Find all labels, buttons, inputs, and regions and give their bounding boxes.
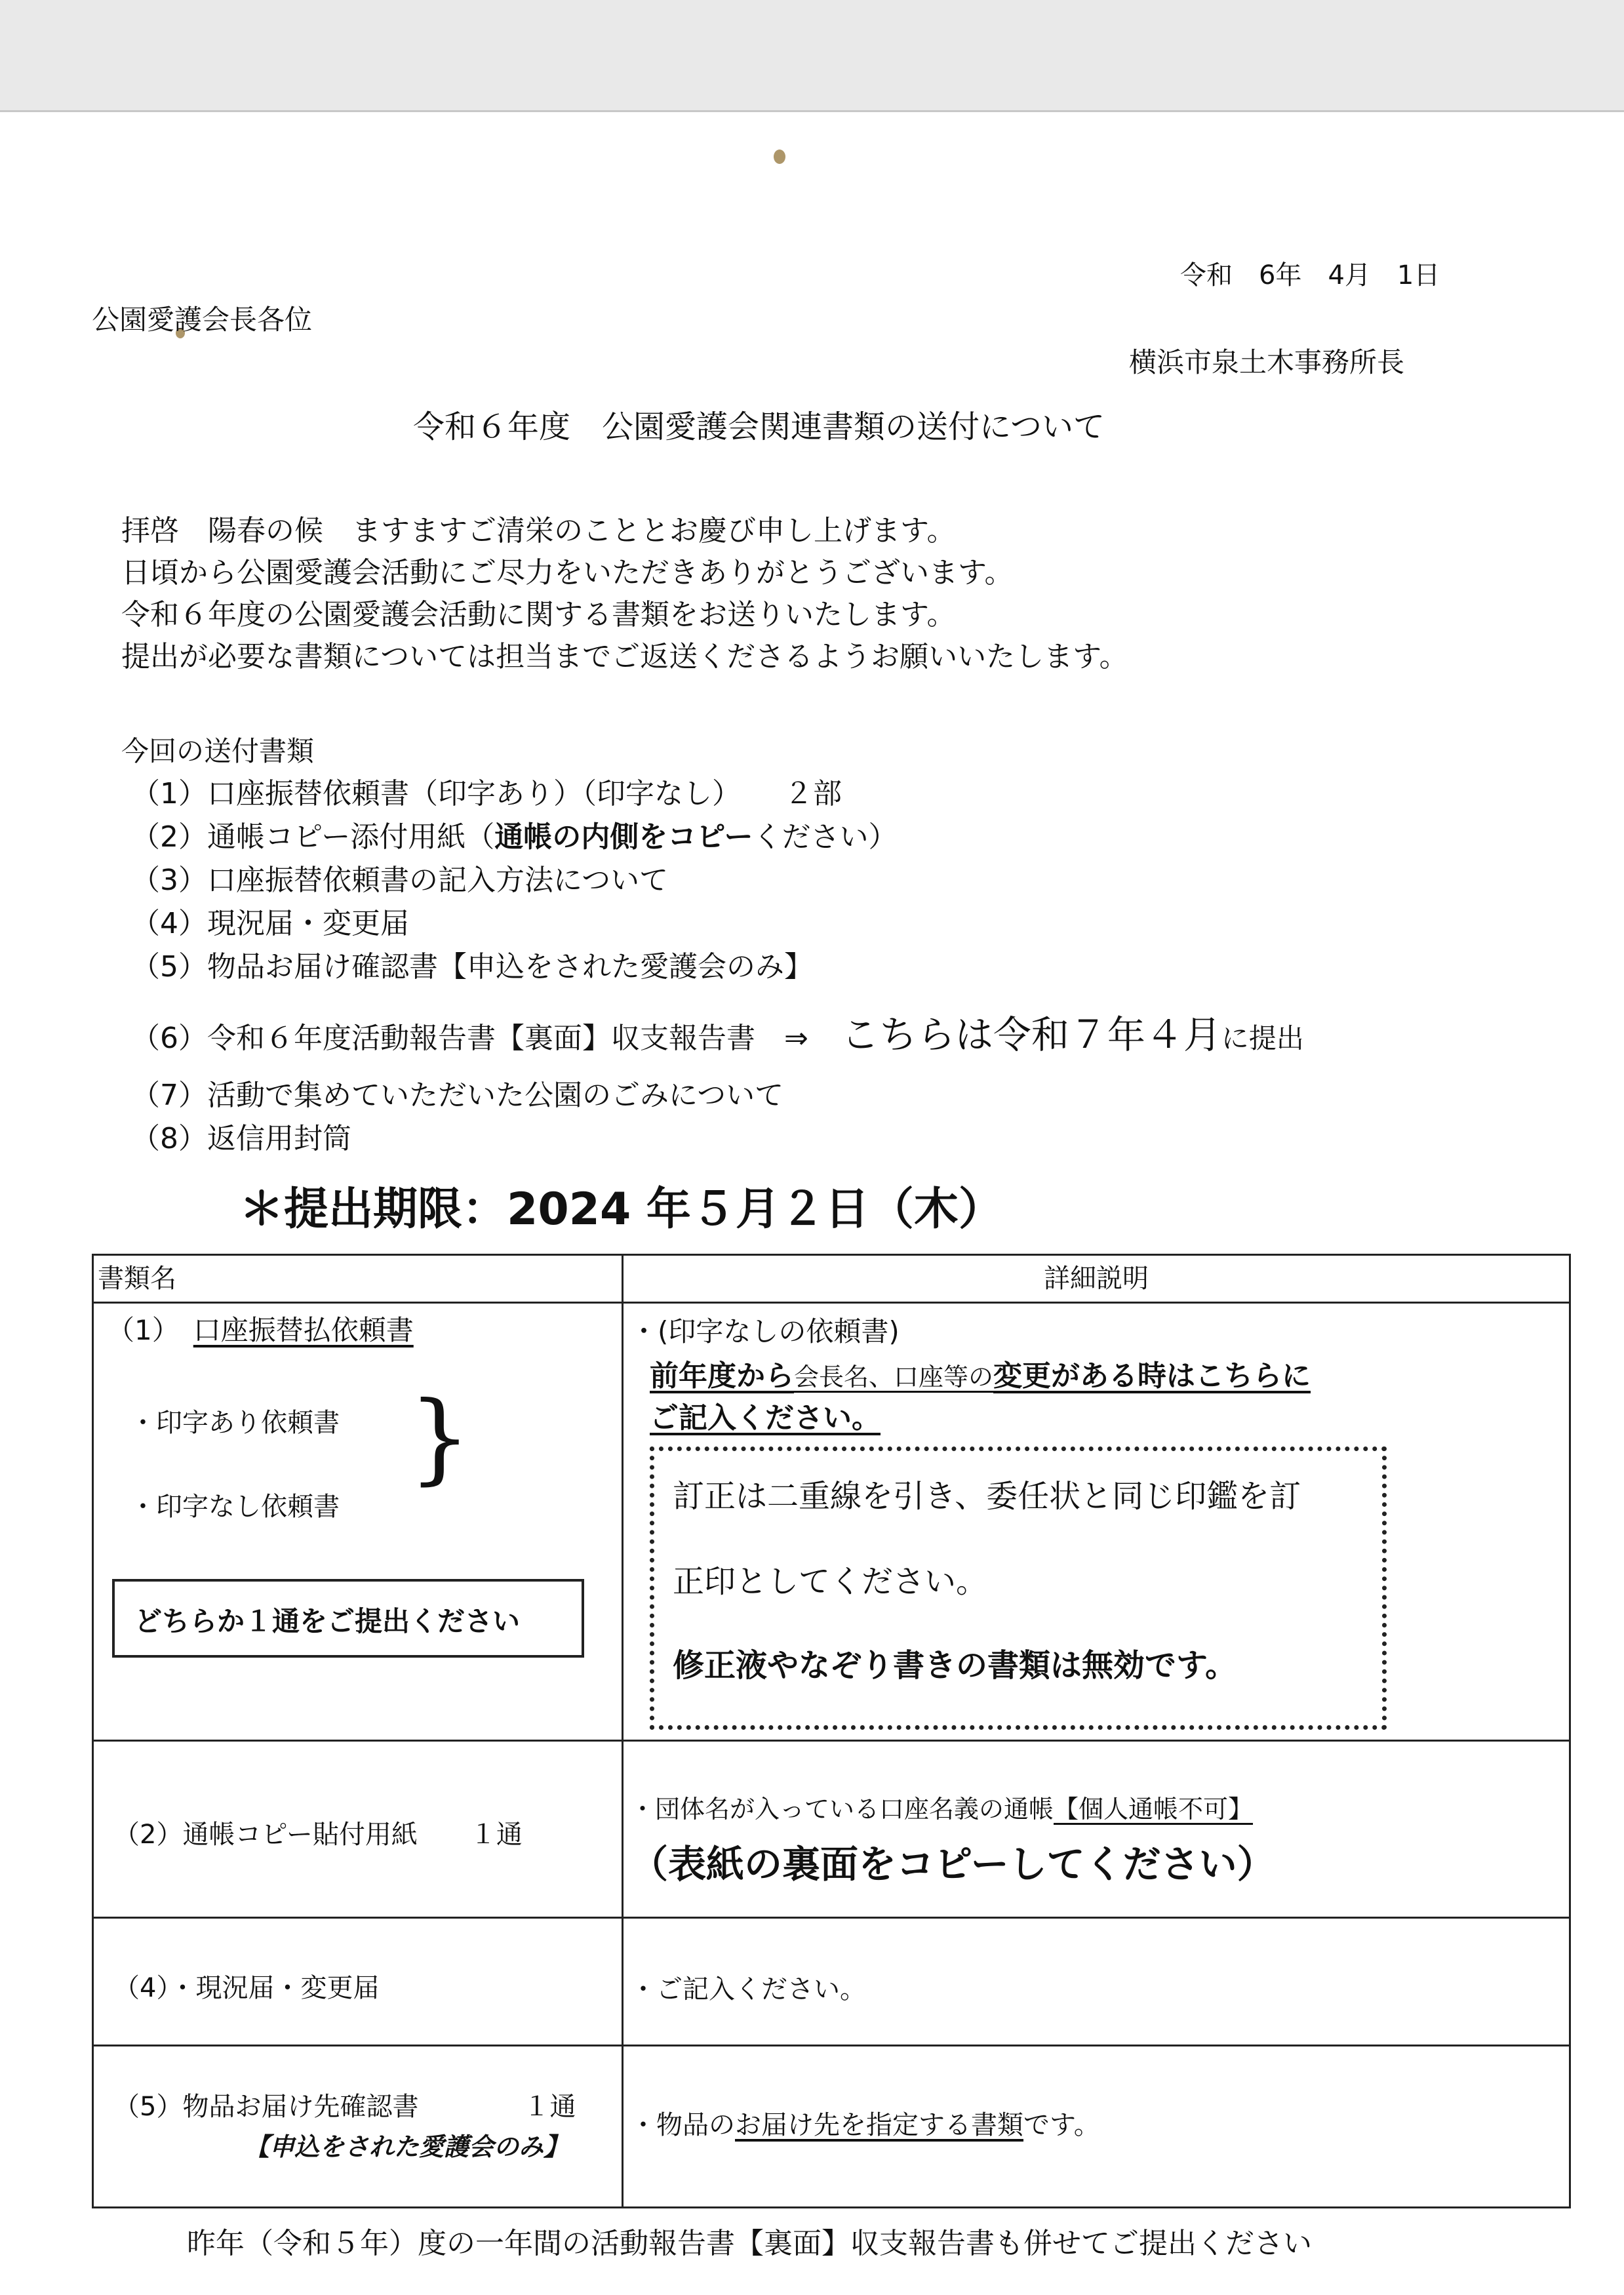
- choose-one-note: どちらか１通をご提出ください: [134, 1605, 521, 1637]
- correction-line: 訂正は二重線を引き、委任状と同じ印鑑を訂: [673, 1478, 1301, 1515]
- table-row: [93, 1303, 1570, 1741]
- row2-detail-cell: [623, 1741, 1570, 1918]
- table-row: [93, 2046, 1570, 2208]
- greeting-body: [121, 510, 1128, 678]
- column-header-detail: 詳細説明: [623, 1255, 1570, 1303]
- correction-line: 修正液やなぞり書きの書類は無効です。: [673, 1647, 1237, 1684]
- row2-name-cell: [93, 1741, 623, 1918]
- correction-note-box: [650, 1447, 1387, 1730]
- row1-title: （1） 口座振替払依頼書: [107, 1314, 414, 1346]
- row5-name-cell: [93, 2046, 623, 2208]
- body-line: 提出が必要な書類については担当までご返送くださるようお願いいたします。: [121, 640, 1128, 673]
- row5-detail-cell: [623, 2046, 1570, 2208]
- enclosure-list-tail: [131, 1074, 783, 1161]
- column-header-name: 書類名: [93, 1255, 623, 1303]
- list-item-6: （6）令和６年度活動報告書【裏面】収支報告書 ⇒ こちらは令和７年４月に提出: [131, 1012, 1304, 1057]
- date: 令和 6年 4月 1日: [1180, 260, 1440, 290]
- page-title: 令和６年度 公園愛護会関連書類の送付について: [413, 409, 1105, 445]
- footer-note: 昨年（令和５年）度の一年間の活動報告書【裏面】収支報告書も併せてご提出ください: [187, 2227, 1312, 2260]
- row2-detail-big: （表紙の裏面をコピーしてください）: [630, 1842, 1275, 1886]
- row2-title: （2）通帳コピー貼付用紙 １通: [113, 1820, 523, 1850]
- correction-line: 正印としてください。: [673, 1563, 988, 1600]
- paper-edge: [0, 110, 1624, 121]
- table-row: [93, 1918, 1570, 2046]
- row1-name-cell: [93, 1303, 623, 1741]
- row1-sub-blank: ・印字なし依頼書: [130, 1492, 340, 1522]
- stain-mark: [774, 150, 785, 164]
- list-item: （4）現況届・変更届: [131, 907, 409, 940]
- row1-detail-cell: [623, 1303, 1570, 1741]
- choose-one-box: [112, 1579, 584, 1658]
- list-item: （1）口座振替依頼書（印字あり）（印字なし） ２部: [131, 777, 842, 810]
- table-row: [93, 1741, 1570, 1918]
- sender: 横浜市泉土木事務所長: [1129, 346, 1405, 378]
- list-item: （5）物品お届け確認書【申込をされた愛護会のみ】: [131, 950, 813, 984]
- addressee: 公園愛護会長各位: [92, 304, 313, 336]
- list-item: （2）通帳コピー添付用紙（通帳の内側をコピーください）: [131, 820, 898, 854]
- row2-detail: ・団体名が入っている口座名義の通帳【個人通帳不可】: [630, 1795, 1254, 1824]
- scan-background: [0, 0, 1624, 115]
- row4-title: （4）・現況届・変更届: [113, 1973, 380, 2003]
- row1-sub-printed: ・印字あり依頼書: [130, 1408, 340, 1438]
- row1-detail-line1: 前年度から会長名、口座等の変更がある時はこちらに: [650, 1359, 1311, 1393]
- row5-detail: ・物品のお届け先を指定する書類です。: [630, 2110, 1100, 2140]
- deadline: ＊提出期限：2024 年５月２日（木）: [239, 1184, 1003, 1235]
- body-line: 令和６年度の公園愛護会活動に関する書類をお送りいたします。: [121, 598, 956, 631]
- row1-detail-label: ・(印字なしの依頼書): [630, 1315, 900, 1347]
- row4-detail-cell: [623, 1918, 1570, 2046]
- enclosure-list: [131, 772, 897, 989]
- row5-note: 【申込をされた愛護会のみ】: [245, 2132, 569, 2161]
- documents-table: [92, 1254, 1571, 2208]
- list-item: （7）活動で集めていただいた公園のごみについて: [131, 1079, 784, 1112]
- row4-name-cell: [93, 1918, 623, 2046]
- row1-detail-line2: ご記入ください。: [650, 1401, 881, 1435]
- row5-title: （5）物品お届け先確認書 １通: [113, 2092, 576, 2122]
- row4-detail: ・ご記入ください。: [630, 1974, 866, 2005]
- brace-icon: }: [408, 1381, 471, 1495]
- list-item: （3）口座振替依頼書の記入方法について: [131, 864, 669, 897]
- list-item: （8）返信用封筒: [131, 1122, 351, 1155]
- body-line: 日頃から公園愛護会活動にご尽力をいただきありがとうございます。: [121, 556, 1014, 589]
- body-line: 拝啓 陽春の候 ますますご清栄のこととお慶び申し上げます。: [121, 514, 956, 548]
- enclosures-heading: 今回の送付書類: [121, 735, 315, 767]
